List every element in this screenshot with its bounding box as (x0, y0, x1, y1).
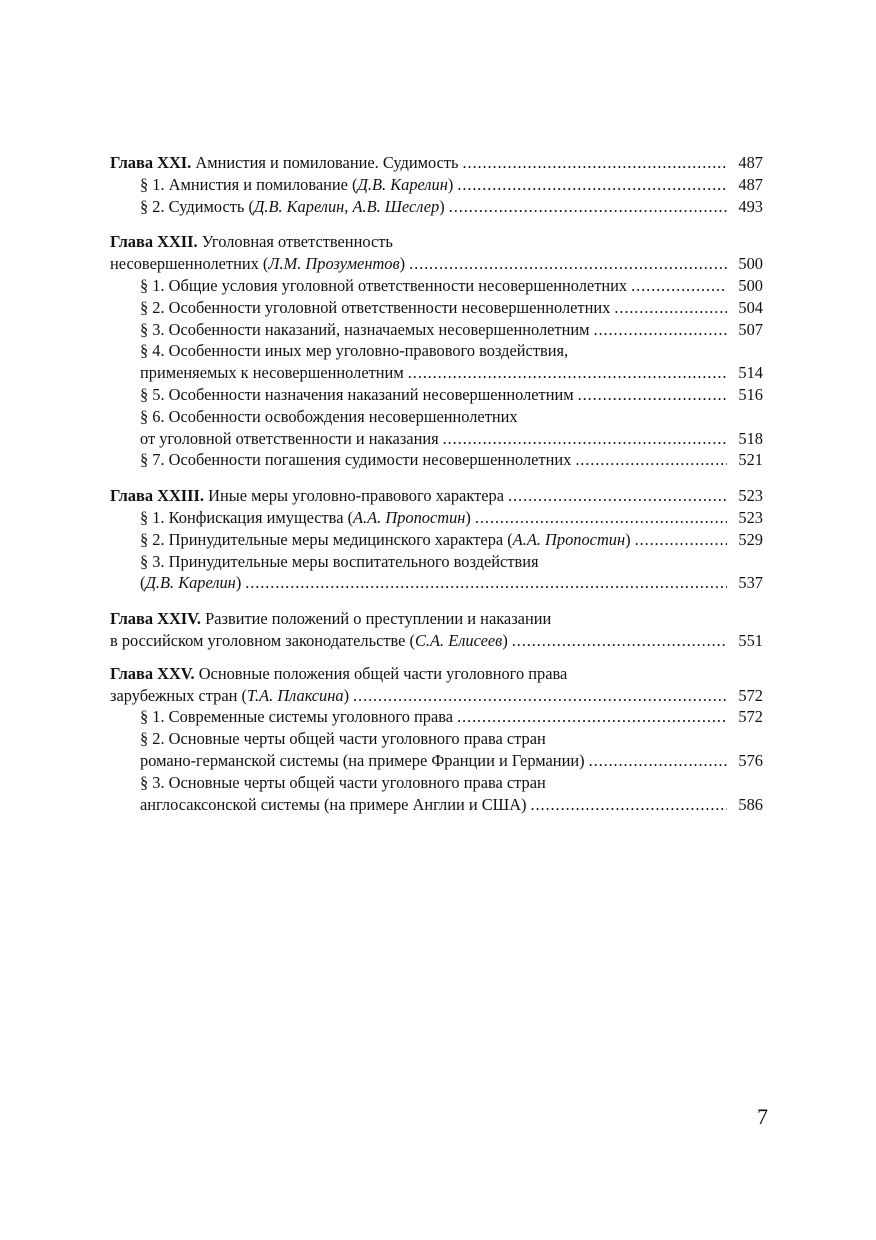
toc-section-cont: от уголовной ответственности и наказания . . . 518 (110, 428, 767, 450)
chapter-label: Глава XXI. (110, 153, 192, 172)
toc-chapter-24-cont: в российском уголовном законодательстве (С.А. Елисеев) . . . 551 (110, 630, 767, 652)
chapter-title: Амнистия и помилование. Судимость (195, 153, 459, 172)
toc-section: § 3. Основные черты общей части уголовного права стран (140, 772, 546, 792)
toc-section: § 4. Особенности иных мер уголовно-правового воздействия, (140, 341, 569, 361)
toc-section: § 1. Конфискация имущества (А.А. Пропостин) . . . 523 (110, 507, 767, 529)
leader-dots (408, 362, 727, 384)
leader-dots (594, 319, 727, 341)
toc-section: § 5. Особенности назначения наказаний несовершеннолетним . . . 516 (110, 384, 767, 406)
page-ref: 487 (738, 153, 763, 172)
toc-chapter-22 (110, 231, 767, 253)
page-ref: 551 (738, 630, 763, 650)
leader-dots (530, 794, 727, 816)
toc-chapter-21 (110, 152, 767, 174)
author: Д.В. Карелин (145, 573, 236, 593)
leader-dots (449, 196, 727, 218)
chapter-title: Основные положения общей части уголовного права (198, 663, 568, 683)
author: А.А. Пропостин (512, 529, 626, 549)
chapter-title: Иные меры уголовно-правового характера (208, 486, 504, 506)
page-ref: 586 (738, 794, 763, 814)
toc-chapter-23 (110, 485, 767, 507)
leader-dots (589, 750, 727, 772)
toc-section-cont: применяемых к несовершеннолетним . . . 514 (110, 362, 767, 384)
page-ref: 493 (738, 196, 763, 216)
toc-section: § 1. Общие условия уголовной ответственности несовершеннолетних . . . 500 (110, 275, 767, 297)
page-ref: 507 (738, 319, 763, 339)
page-ref: 537 (738, 573, 763, 593)
page-ref: 529 (738, 529, 763, 549)
author: Т.А. Плаксина (246, 685, 344, 705)
leader-dots (409, 253, 727, 275)
author: Л.М. Прозументов (268, 254, 400, 274)
page-ref: 516 (738, 384, 763, 404)
toc-section: § 1. Современные системы уголовного права . . . 572 (110, 706, 767, 728)
toc-section-cont: романо-германской системы (на примере Франции и Германии) . . . 576 (110, 750, 767, 772)
toc-section: § 3. Особенности наказаний, назначаемых несовершеннолетним . . . 507 (110, 319, 767, 341)
page-ref: 500 (738, 254, 763, 274)
page-ref: 518 (738, 428, 763, 448)
table-of-contents (110, 152, 767, 815)
page-number: 7 (757, 1104, 768, 1129)
toc-section: § 1. Амнистия и помилование (Д.В. Карелин) . . . 487 (110, 174, 767, 196)
chapter-label: Глава XXIV. (110, 609, 201, 629)
toc-section: § 7. Особенности погашения судимости несовершеннолетних . . . 521 (110, 449, 767, 471)
leader-dots (443, 428, 727, 450)
leader-dots (575, 449, 727, 471)
page-ref: 572 (738, 685, 763, 705)
toc-section: § 2. Особенности уголовной ответственности несовершеннолетних . . . 504 (110, 297, 767, 319)
leader-dots (457, 706, 727, 728)
leader-dots (245, 572, 727, 594)
chapter-label: Глава XXII. (110, 232, 198, 252)
page-ref: 504 (738, 297, 763, 317)
leader-dots (508, 485, 727, 507)
page-ref: 500 (738, 275, 763, 295)
page-ref: 576 (738, 750, 763, 770)
toc-section-cont: (Д.В. Карелин) . . . 537 (110, 572, 767, 594)
leader-dots (463, 152, 727, 174)
toc-section: § 3. Принудительные меры воспитательного воздействия (140, 551, 539, 571)
page-ref: 523 (738, 486, 763, 506)
author: С.А. Елисеев (414, 630, 503, 650)
page-ref: 572 (738, 707, 763, 727)
chapter-label: Глава XXIII. (110, 486, 205, 506)
toc-chapter-25 (110, 663, 767, 685)
author: А.А. Пропостин (353, 507, 466, 527)
chapter-title: Развитие положений о преступлении и наказании (205, 609, 552, 629)
chapter-title: Уголовная ответственность (201, 232, 393, 252)
toc-section-cont: англосаксонской системы (на примере Англии и США) . . . 586 (110, 794, 767, 816)
leader-dots (353, 685, 727, 707)
leader-dots (635, 529, 727, 551)
leader-dots (578, 384, 727, 406)
toc-section: § 2. Принудительные меры медицинского характера (А.А. Пропостин) . . . 529 (110, 529, 767, 551)
page-ref: 514 (738, 363, 763, 383)
toc-section: § 2. Основные черты общей части уголовного права стран (140, 729, 546, 749)
leader-dots (614, 297, 727, 319)
page-ref: 521 (738, 450, 763, 470)
author: Д.В. Карелин, А.В. Шеслер (253, 196, 440, 216)
page-ref: 487 (738, 174, 763, 194)
toc-section: § 2. Судимость (Д.В. Карелин, А.В. Шеслер) . . . 493 (110, 196, 767, 218)
page-ref: 523 (738, 507, 763, 527)
toc-chapter-24 (110, 608, 767, 630)
leader-dots (631, 275, 727, 297)
author: Д.В. Карелин (357, 174, 448, 194)
leader-dots (475, 507, 727, 529)
chapter-label: Глава XXV. (110, 663, 195, 683)
toc-chapter-22-cont: несовершеннолетних (Л.М. Прозументов) . . . 500 (110, 253, 767, 275)
toc-section: § 6. Особенности освобождения несовершеннолетних (140, 406, 518, 426)
toc-chapter-25-cont: зарубежных стран (Т.А. Плаксина) . . . 572 (110, 685, 767, 707)
leader-dots (457, 174, 727, 196)
leader-dots (512, 630, 727, 652)
